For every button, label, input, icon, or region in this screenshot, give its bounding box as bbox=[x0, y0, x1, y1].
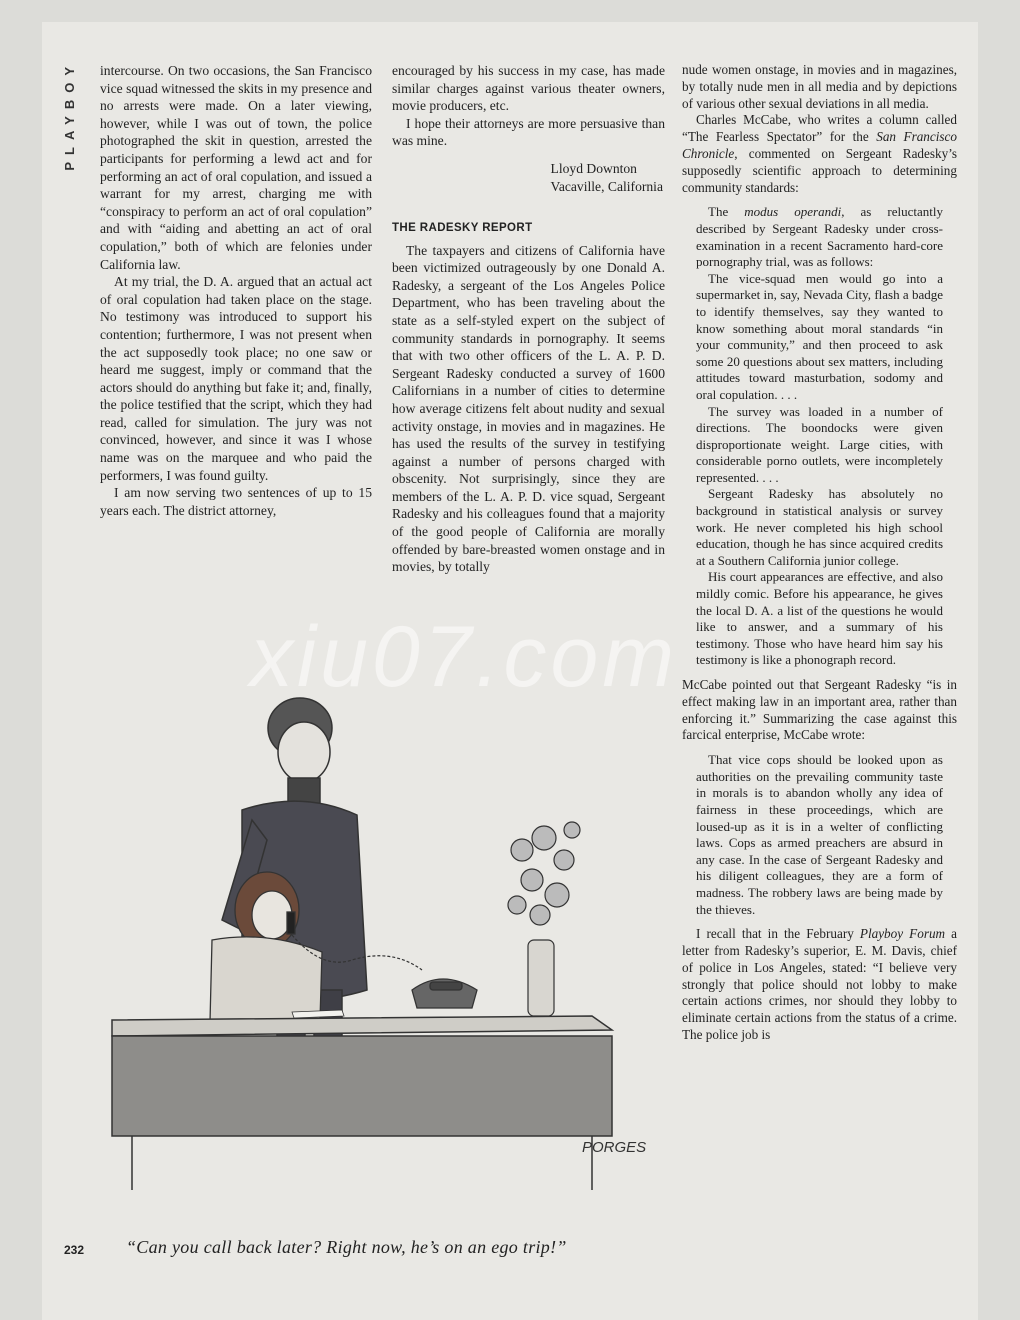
desk bbox=[112, 1016, 612, 1190]
paragraph: At my trial, the D. A. argued that an actual act of oral copulation had taken place on the stage. No testimony was introduced to support his contention; furthermore, I was not present when the act supposedly took place; no one saw or heard me suggest, imply or command that the actors should do anything but fake it; and, finally, the police testified that the script, which they had read, called for simulation. The jury was not convinced, however, and since it was I whose name was on the marquee and who paid the performers, I was found guilty. bbox=[100, 274, 372, 483]
quote-paragraph: The survey was loaded in a number of directions. The boondocks were given disproportionate weight. Large cities, with considerable porno outlets, were incompletely represented. . . . bbox=[696, 403, 943, 485]
paragraph: McCabe pointed out that Sergeant Radesky “is in effect making law in an important area, rather than enforcing it.” Summarizing the case against this farcical enterprise, McCabe wrote: bbox=[682, 677, 957, 743]
paragraph: encouraged by his success in my case, has made similar charges against various theater owners, movie producers, etc. bbox=[392, 63, 665, 114]
page-number: 232 bbox=[64, 1243, 85, 1257]
cartoon-caption: “Can you call back later? Right now, he’s on an ego trip!” bbox=[126, 1237, 567, 1257]
watermark: xiu07.com bbox=[250, 609, 678, 705]
publication-name: San Francisco Chronicle bbox=[682, 129, 957, 161]
section-heading: THE RADESKY REPORT bbox=[392, 221, 533, 234]
paragraph: The taxpayers and citizens of California have been victimized outrageously by one Donald A. Radesky, a sergeant of the Los Angeles Police Department, who has been traveling about the state as a self-styled expert on the subject of community standards in pornography. It seems that with two other officers of the L. A. P. D. Sergeant Radesky conducted a survey of 1600 Californians in a number of cities to determine how average citizens felt about nudity and sexual activity onstage, in movies and in magazines. He has used the results of the survey in testifying against a number of persons charged with obscenity. Not surprisingly, since they are members of the L. A. P. D. vice squad, Sergeant Radesky and his colleagues found that a majority of the good people of California are morally offended by bare-breasted women onstage and in movies, by totally bbox=[392, 242, 665, 575]
paragraph: intercourse. On two occasions, the San Francisco vice squad witnessed the skits in my presence and no arrests were made. On a later viewing, however, while I was out of town, the police photographed the skit in question, arrested the participants for performing a lewd act and for performing an act of oral copulation, and issued a warrant for my arrest, charging me with “conspiracy to perform an act of oral copulation” and with “aiding and abetting an act of oral copulation,” both of which are felonies under California law. bbox=[100, 63, 372, 272]
running-head: PLAYBOY bbox=[62, 60, 77, 171]
column-2 bbox=[392, 62, 665, 576]
paragraph: I am now serving two sentences of up to 15 years each. The district attorney, bbox=[100, 485, 372, 518]
cartoon-illustration bbox=[92, 690, 672, 1190]
telephone bbox=[412, 979, 477, 1008]
block-quote bbox=[696, 204, 943, 669]
quote-paragraph: The modus operandi, as reluctantly described by Sergeant Radesky under cross-examination in a recent Sacramento hard-core pornography trial, was as follows: bbox=[696, 204, 943, 270]
paragraph: I recall that in the February Playboy Forum a letter from Radesky’s superior, E. M. Davis, chief of police in Los Angeles, stated: “I believe very strongly that police should not lobby to make certain actions crimes, nor should they lobby to eliminate certain actions from the status of a crime. The police job is bbox=[682, 926, 958, 1042]
paragraph: Charles McCabe, who writes a column called “The Fearless Spectator” for the San Francisco Chronicle, commented on Sergeant Radesky’s supposedly scientific approach to determining community standards: bbox=[682, 112, 957, 195]
letter-signature bbox=[392, 160, 665, 196]
block-quote bbox=[696, 752, 943, 918]
paragraph: nude women onstage, in movies and in magazines, by totally nude men in all media and by depictions of various other sexual deviations in all media. bbox=[682, 62, 957, 111]
signature-name: Lloyd Downton bbox=[550, 160, 637, 176]
paragraph: I hope their attorneys are more persuasive than was mine. bbox=[392, 115, 665, 149]
quote-paragraph: The vice-squad men would go into a supermarket in, say, Nevada City, flash a badge to identify themselves, say they wanted to know something about moral standards “in your community,” and then proceed to ask some 20 questions about sex matters, including attitudes toward masturbation, sodomy and oral copulation. . . . bbox=[696, 270, 943, 402]
column-1 bbox=[100, 62, 372, 519]
quote-paragraph: That vice cops should be looked upon as authorities on the prevailing community taste in morals is to abandon wholly any idea of fairness in these proceedings, which are loused-up as it is in a welter of conflicting laws. Cops as armed preachers are absurd in any case. In the case of Sergeant Radesky and his diligent colleagues, they are a form of madness. The robbery laws are being made by the thieves. bbox=[696, 752, 943, 917]
quote-paragraph: Sergeant Radesky has absolutely no background in statistical analysis or survey work. He never completed his high school education, though he has since acquired credits at a Southern California junior college. bbox=[696, 486, 943, 568]
artist-signature: PORGES bbox=[582, 1139, 647, 1156]
quote-paragraph: His court appearances are effective, and also mildly comic. Before his appearance, he gives the local D. A. a list of the questions he would like to answer, and a summary of his testimony. Those who have heard him say his testimony is like a phonograph record. bbox=[696, 569, 943, 668]
column-3 bbox=[682, 62, 957, 1044]
flower-vase bbox=[508, 822, 580, 1016]
signature-place: Vacaville, California bbox=[550, 178, 663, 194]
publication-name: Playboy Forum bbox=[859, 926, 946, 942]
